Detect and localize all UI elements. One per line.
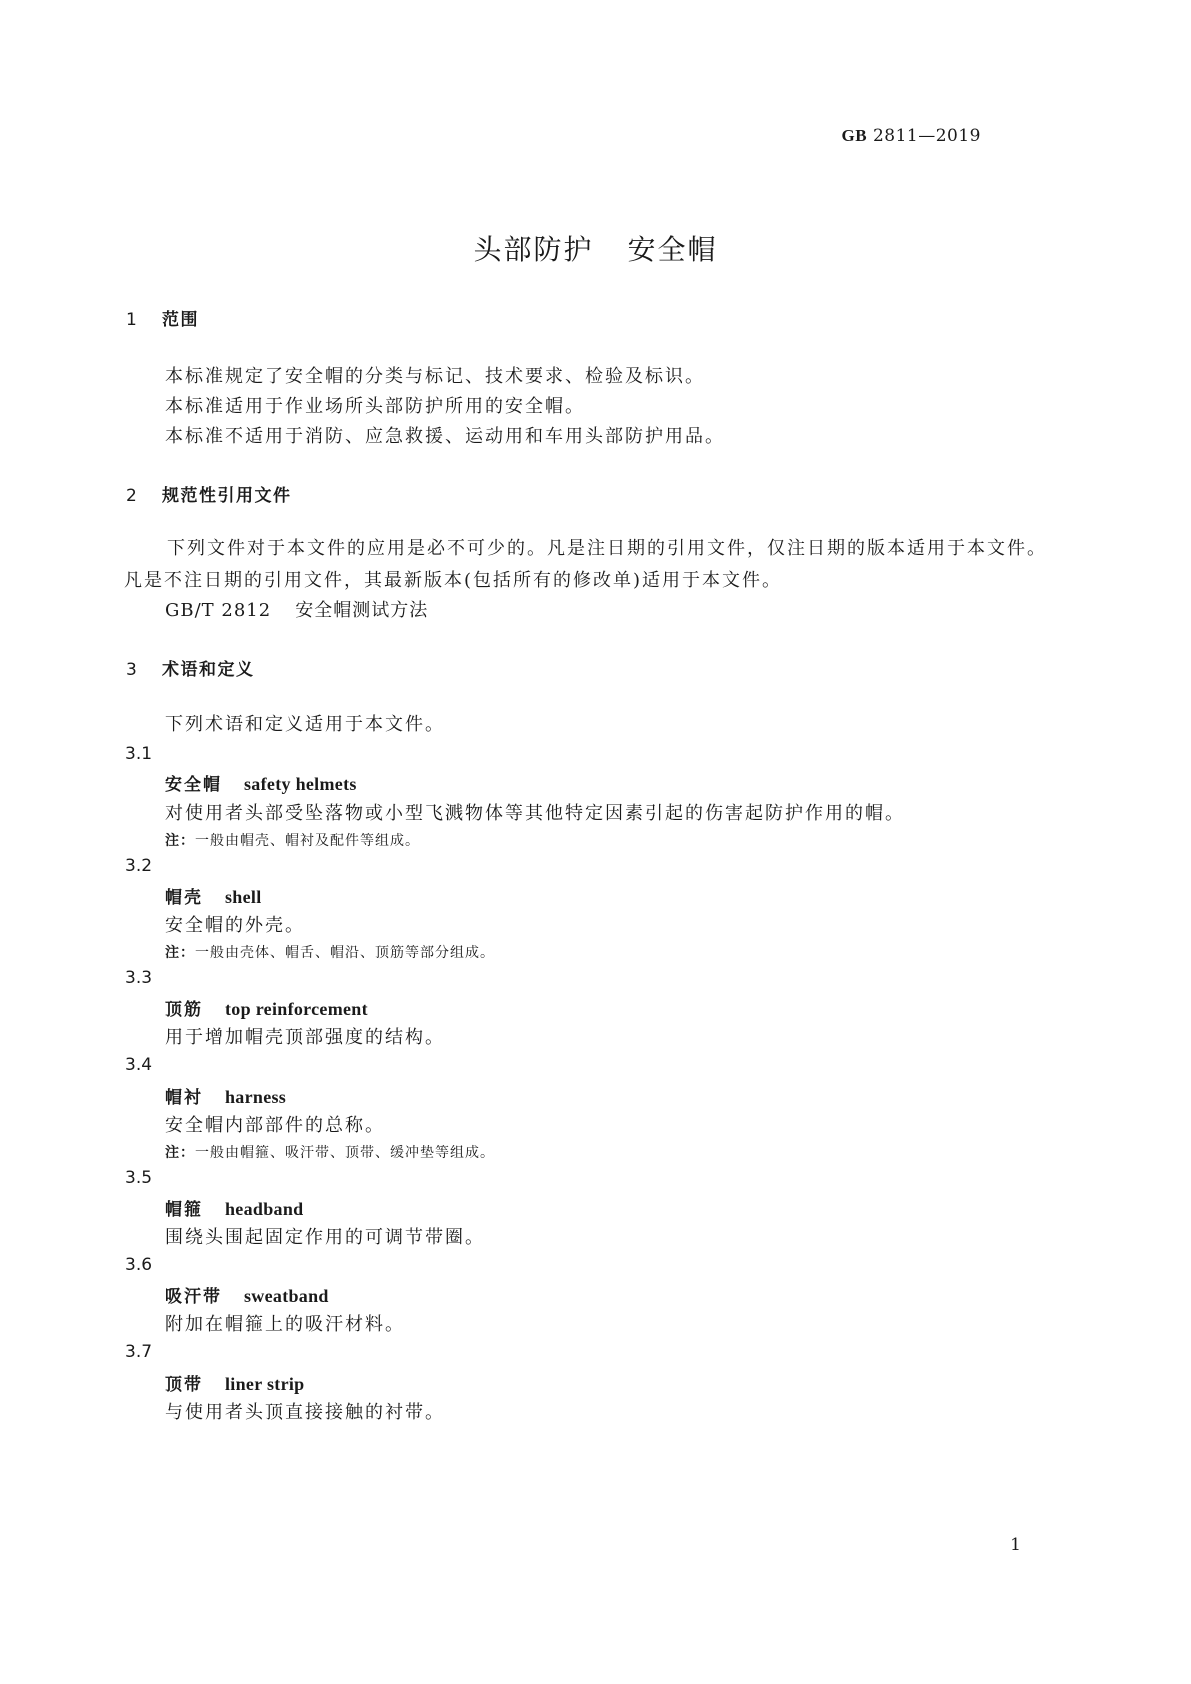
term-number: 3.2 — [125, 856, 153, 876]
note-text: 一般由帽箍、吸汗带、顶带、缓冲垫等组成。 — [195, 1145, 495, 1161]
section-3-heading — [126, 655, 255, 680]
title-part1: 头部防护 — [473, 233, 594, 266]
section-2-heading — [126, 481, 292, 506]
term-title — [165, 770, 357, 795]
term-english: headband — [225, 1199, 304, 1219]
normative-reference — [165, 596, 428, 622]
term-english: shell — [225, 887, 262, 907]
term-chinese: 安全帽 — [165, 775, 222, 795]
section-number: 2 — [126, 486, 139, 506]
term-chinese: 顶筋 — [165, 1000, 203, 1020]
term-title — [165, 1282, 329, 1307]
paragraph: 本标准规定了安全帽的分类与标记、技术要求、检验及标识。 — [165, 366, 705, 387]
term-definition: 安全帽内部部件的总称。 — [165, 1115, 385, 1136]
term-title — [165, 1083, 286, 1108]
paragraph: 下列术语和定义适用于本文件。 — [165, 714, 445, 735]
section-title: 规范性引用文件 — [162, 486, 292, 506]
term-chinese: 帽衬 — [165, 1088, 203, 1108]
term-number: 3.4 — [125, 1055, 153, 1075]
term-title — [165, 1195, 303, 1220]
term-definition: 对使用者头部受坠落物或小型飞溅物体等其他特定因素引起的伤害起防护作用的帽。 — [165, 803, 905, 824]
term-title — [165, 1370, 304, 1395]
term-english: harness — [225, 1087, 287, 1107]
term-note — [165, 830, 420, 850]
term-definition: 围绕头围起固定作用的可调节带圈。 — [165, 1227, 485, 1248]
term-number: 3.1 — [125, 744, 153, 764]
standard-code — [842, 126, 982, 146]
title-part2: 安全帽 — [627, 233, 718, 266]
term-english: top reinforcement — [225, 999, 368, 1019]
page-number: 1 — [1010, 1535, 1021, 1555]
reference-code: GB/T 2812 — [165, 600, 272, 621]
term-number: 3.6 — [125, 1255, 153, 1275]
term-title — [165, 995, 368, 1020]
term-chinese: 吸汗带 — [165, 1287, 222, 1307]
term-english: safety helmets — [244, 774, 357, 794]
note-label: 注： — [165, 1145, 195, 1161]
page-title — [0, 228, 1191, 268]
term-note — [165, 942, 495, 962]
term-english: liner strip — [225, 1374, 305, 1394]
term-note — [165, 1142, 495, 1162]
term-chinese: 顶带 — [165, 1375, 203, 1395]
term-number: 3.5 — [125, 1168, 153, 1188]
note-text: 一般由帽壳、帽衬及配件等组成。 — [195, 833, 420, 849]
note-label: 注： — [165, 833, 195, 849]
section-title: 术语和定义 — [162, 660, 255, 680]
term-definition: 与使用者头顶直接接触的衬带。 — [165, 1402, 445, 1423]
term-english: sweatband — [244, 1286, 329, 1306]
note-label: 注： — [165, 945, 195, 961]
term-number: 3.3 — [125, 968, 153, 988]
paragraph: 下列文件对于本文件的应用是必不可少的。凡是注日期的引用文件，仅注日期的版本适用于本文件。凡是不注日期的引用文件，其最新版本(包括所有的修改单)适用于本文件。 — [124, 538, 1047, 591]
note-text: 一般由壳体、帽舌、帽沿、顶筋等部分组成。 — [195, 945, 495, 961]
standard-prefix: GB — [841, 126, 868, 145]
paragraph: 本标准适用于作业场所头部防护所用的安全帽。 — [165, 396, 585, 417]
term-title — [165, 883, 262, 908]
section-1-heading — [126, 305, 199, 330]
section-title: 范围 — [162, 310, 199, 330]
term-definition: 附加在帽箍上的吸汗材料。 — [165, 1314, 405, 1335]
term-chinese: 帽壳 — [165, 888, 203, 908]
term-number: 3.7 — [125, 1342, 153, 1362]
paragraph: 本标准不适用于消防、应急救援、运动用和车用头部防护用品。 — [165, 426, 725, 447]
section-number: 3 — [126, 660, 139, 680]
term-chinese: 帽箍 — [165, 1200, 203, 1220]
section-number: 1 — [126, 310, 139, 330]
term-definition: 用于增加帽壳顶部强度的结构。 — [165, 1027, 445, 1048]
reference-title: 安全帽测试方法 — [295, 600, 429, 621]
standard-number: 2811—2019 — [872, 126, 981, 146]
term-definition: 安全帽的外壳。 — [165, 915, 305, 936]
